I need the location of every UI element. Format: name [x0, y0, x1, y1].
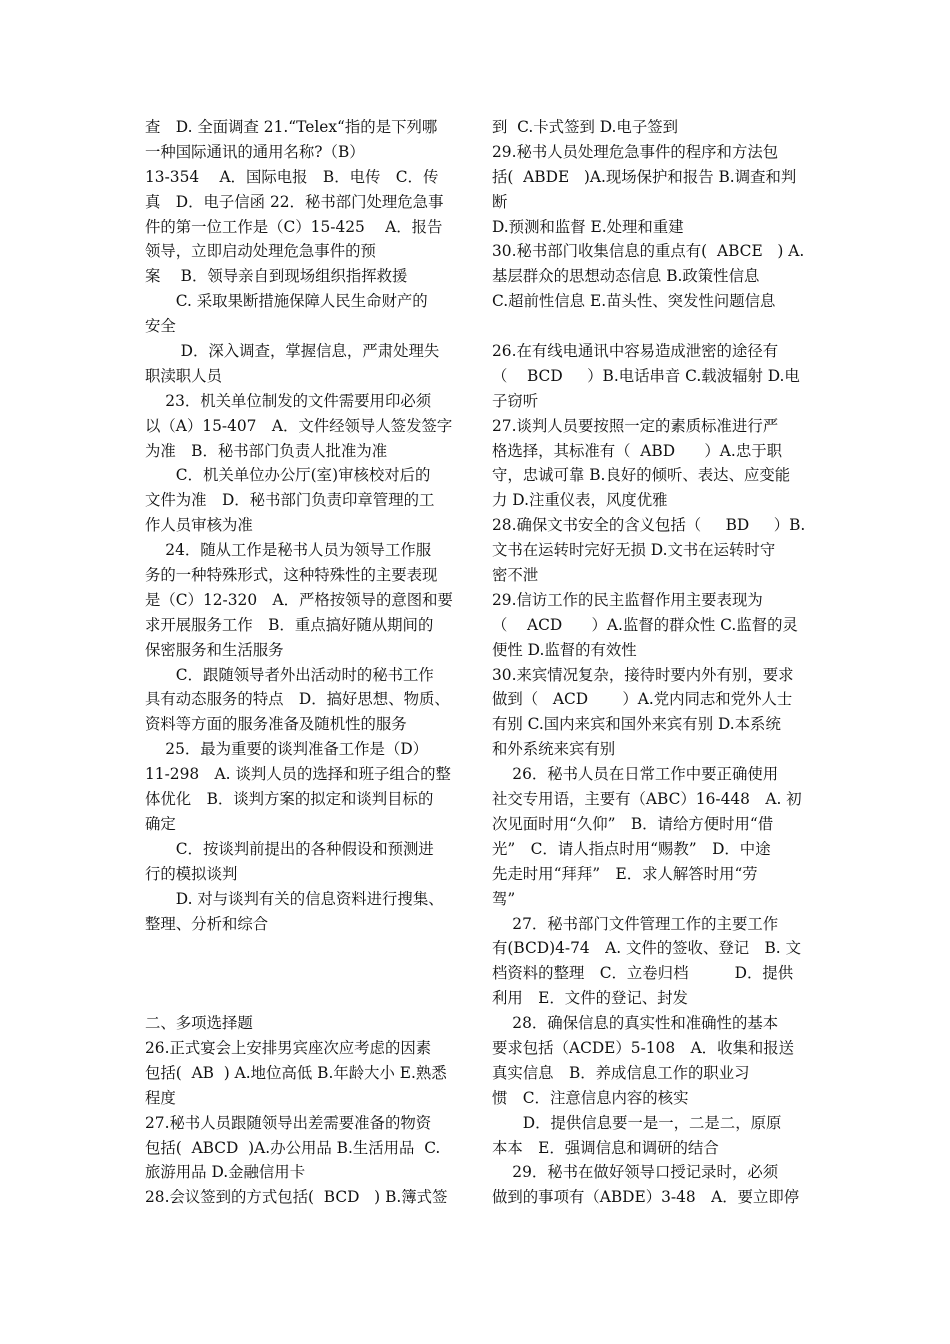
left-column-line: 26.正式宴会上安排男宾座次应考虑的因素: [145, 1038, 432, 1057]
right-column-line: 要求包括（ACDE）5-108 A．收集和报送: [492, 1038, 795, 1057]
right-column-line: 密不泄: [492, 566, 539, 585]
left-column-line: 25．最为重要的谈判准备工作是（D）: [145, 740, 429, 759]
left-column-line: [145, 936, 463, 961]
right-column-line: 26.在有线电通讯中容易造成泄密的途径有: [492, 342, 779, 361]
left-column-line: 13-354 A．国际电报 B．电传 C．传: [145, 167, 439, 186]
right-column-line: 社交专用语，主要有（ABC）16-448 A. 初: [492, 790, 802, 809]
left-column-line: 真 D．电子信函 22．秘书部门处理危急事: [145, 192, 444, 211]
left-column-line: 是（C）12-320 A．严格按领导的意图和要: [145, 590, 453, 609]
left-column-line: [145, 986, 463, 1011]
right-column-line: 29.信访工作的民主监督作用主要表现为: [492, 590, 763, 609]
left-column-line: 职渎职人员: [145, 366, 222, 385]
left-column-line: D. 对与谈判有关的信息资料进行搜集、: [145, 889, 444, 908]
left-column-line: 28.会议签到的方式包括( BCD ) B.簿式签: [145, 1188, 448, 1207]
left-column-line: 具有动态服务的特点 D．搞好思想、物质、: [145, 690, 450, 709]
right-column-line: 做到（ ACD ）A.党内同志和党外人士: [492, 690, 793, 709]
right-column-line: 格选择，其标准有（ ABD ）A.忠于职: [492, 441, 782, 460]
right-column-line: 27．秘书部门文件管理工作的主要工作: [492, 914, 779, 933]
left-column-line: 27.秘书人员跟随领导出差需要准备的物资: [145, 1113, 432, 1132]
left-column-line: 11-298 A. 谈判人员的选择和班子组合的整: [145, 765, 451, 784]
right-column-line: 力 D.注重仪表，风度优雅: [492, 491, 668, 510]
left-column-line: 包括( ABCD )A.办公用品 B.生活用品 C.: [145, 1138, 441, 1157]
right-column-line: 29.秘书人员处理危急事件的程序和方法包: [492, 142, 779, 161]
left-column-line: 确定: [145, 814, 176, 833]
right-column-line: 29．秘书在做好领导口授记录时，必须: [492, 1163, 779, 1182]
left-column-line: 以（A）15-407 A．文件经领导人签发签字: [145, 416, 453, 435]
right-column-line: 28.确保文书安全的含义包括（ BD ）B.: [492, 516, 806, 535]
left-column-line: [145, 961, 463, 986]
right-column-line: D.预测和监督 E.处理和重建: [492, 217, 684, 236]
left-column-line: 求开展服务工作 B．重点搞好随从期间的: [145, 615, 434, 634]
right-column-line: 便性 D.监督的有效性: [492, 640, 637, 659]
left-column-line: C．跟随领导者外出活动时的秘书工作: [145, 665, 434, 684]
left-column-line: 文件为准 D．秘书部门负责印章管理的工: [145, 491, 435, 510]
right-column-line: 本本 E．强调信息和调研的结合: [492, 1138, 719, 1157]
left-column-line: 行的模拟谈判: [145, 864, 238, 883]
left-column-line: 体优化 B．谈判方案的拟定和谈判目标的: [145, 790, 434, 809]
left-column-line: 一种国际通讯的通用名称?（B）: [145, 142, 365, 161]
right-column-line: 30.秘书部门收集信息的重点有( ABCE ) A.: [492, 242, 805, 261]
right-column-line: 次见面时用“久仰” B．请给方便时用“借: [492, 814, 774, 833]
right-column-line: 基层群众的思想动态信息 B.政策性信息: [492, 267, 760, 286]
left-text-column: [145, 115, 463, 1210]
left-column-line: 包括( AB ) A.地位高低 B.年龄大小 E.熟悉: [145, 1063, 447, 1082]
left-column-line: 旅游用品 D.金融信用卡: [145, 1163, 306, 1182]
right-column-line: 27.谈判人员要按照一定的素质标准进行严: [492, 416, 779, 435]
right-column-line: 光” C．请人指点时用“赐教” D．中途: [492, 839, 771, 858]
right-column-line: 档资料的整理 C．立卷归档 D．提供: [492, 964, 794, 983]
right-column-line: 有别 C.国内来宾和国外来宾有别 D.本系统: [492, 715, 781, 734]
right-column-line: （ BCD ）B.电话串音 C.载波辐射 D.电: [492, 366, 800, 385]
right-column-line: 驾”: [492, 889, 516, 908]
left-column-line: 务的一种特殊形式，这种特殊性的主要表现: [145, 566, 438, 585]
right-column-line: 断: [492, 192, 508, 211]
right-column-line: 惯 C．注意信息内容的核实: [492, 1088, 689, 1107]
right-column-line: 文书在运转时完好无损 D.文书在运转时守: [492, 541, 776, 560]
left-column-line: 查 D. 全面调查 21.“Telex“指的是下列哪: [145, 118, 438, 136]
left-column-line: 为准 B．秘书部门负责人批准为准: [145, 441, 388, 460]
left-column-line: C．机关单位办公厅(室)审核校对后的: [145, 466, 431, 485]
left-column-line: C. 采取果断措施保障人民生命财产的: [145, 292, 428, 311]
right-column-line: [492, 314, 812, 339]
left-column-line: 资料等方面的服务准备及随机性的服务: [145, 715, 407, 734]
right-column-line: 真实信息 B．养成信息工作的职业习: [492, 1063, 750, 1082]
right-column-line: 子窃听: [492, 391, 539, 410]
left-column-line: 作人员审核为准: [145, 516, 253, 535]
right-text-column: [492, 115, 812, 1210]
left-column-line: C．按谈判前提出的各种假设和预测进: [145, 839, 434, 858]
left-column-line: 24．随从工作是秘书人员为领导工作服: [145, 541, 432, 560]
left-column-line: 件的第一位工作是（C）15-425 A．报告: [145, 217, 443, 236]
left-column-line: 二、多项选择题: [145, 1014, 253, 1033]
right-column-line: 守，忠诚可靠 B.良好的倾听、表达、应变能: [492, 466, 791, 485]
right-column-line: 26．秘书人员在日常工作中要正确使用: [492, 765, 779, 784]
right-column-line: 做到的事项有（ABDE）3-48 A．要立即停: [492, 1188, 800, 1207]
left-column-line: 程度: [145, 1088, 176, 1107]
left-column-line: 案 B．领导亲自到现场组织指挥救援: [145, 267, 408, 286]
left-column-line: D．深入调查，掌握信息，严肃处理失: [145, 342, 440, 361]
left-column-line: 领导，立即启动处理危急事件的预: [145, 242, 376, 261]
right-column-line: 30.来宾情况复杂，接待时要内外有别，要求: [492, 665, 794, 684]
right-column-line: 利用 E．文件的登记、封发: [492, 989, 688, 1008]
right-column-line: 有(BCD)4-74 A. 文件的签收、登记 B. 文: [492, 939, 801, 958]
right-column-line: （ ACD ）A.监督的群众性 C.监督的灵: [492, 615, 798, 634]
right-column-line: 和外系统来宾有别: [492, 740, 616, 759]
left-column-line: 23．机关单位制发的文件需要用印必须: [145, 391, 432, 410]
right-column-line: D．提供信息要一是一，二是二，原原: [492, 1113, 782, 1132]
right-column-line: C.超前性信息 E.苗头性、突发性问题信息: [492, 292, 776, 311]
right-column-line: 到 C.卡式签到 D.电子签到: [492, 118, 678, 136]
right-column-line: 28．确保信息的真实性和准确性的基本: [492, 1014, 779, 1033]
left-column-line: 保密服务和生活服务: [145, 640, 284, 659]
right-column-line: 先走时用“拜拜” E．求人解答时用“劳: [492, 864, 758, 883]
left-column-line: 整理、分析和综合: [145, 914, 269, 933]
left-column-line: 安全: [145, 317, 176, 336]
right-column-line: 括( ABDE )A.现场保护和报告 B.调查和判: [492, 167, 797, 186]
